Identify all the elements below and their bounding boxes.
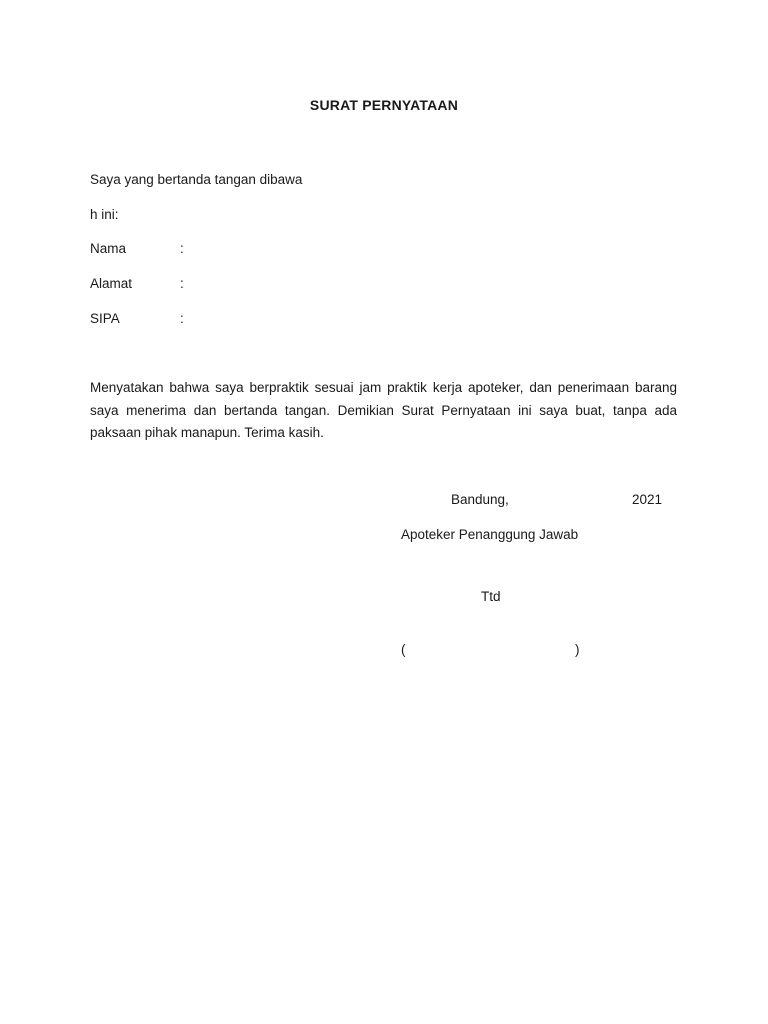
signature-ttd: Ttd (481, 589, 501, 604)
statement-paragraph: Menyatakan bahwa saya berpraktik sesuai jam praktik kerja apoteker, dan penerimaan barang saya menerima dan bertanda tangan. Demikian Surat Pernyataan ini saya buat, tanpa ada paksaan pihak manapun. Terima kasih. (90, 380, 677, 440)
signature-city: Bandung, (451, 492, 509, 507)
field-colon-sipa: : (180, 311, 184, 326)
signature-name-paren-open: ( (401, 642, 406, 657)
field-label-sipa: SIPA (90, 311, 120, 326)
signature-name-paren-close: ) (575, 642, 580, 657)
field-colon-nama: : (180, 241, 184, 256)
signature-position: Apoteker Penanggung Jawab (401, 527, 579, 542)
intro-line-1: Saya yang bertanda tangan dibawa (90, 172, 303, 187)
intro-line-2: h ini: (90, 207, 119, 222)
signature-year: 2021 (632, 492, 663, 507)
field-colon-alamat: : (180, 276, 184, 291)
field-label-alamat: Alamat (90, 276, 133, 291)
document-title: SURAT PERNYATAAN (309, 97, 459, 113)
field-label-nama: Nama (90, 241, 127, 256)
